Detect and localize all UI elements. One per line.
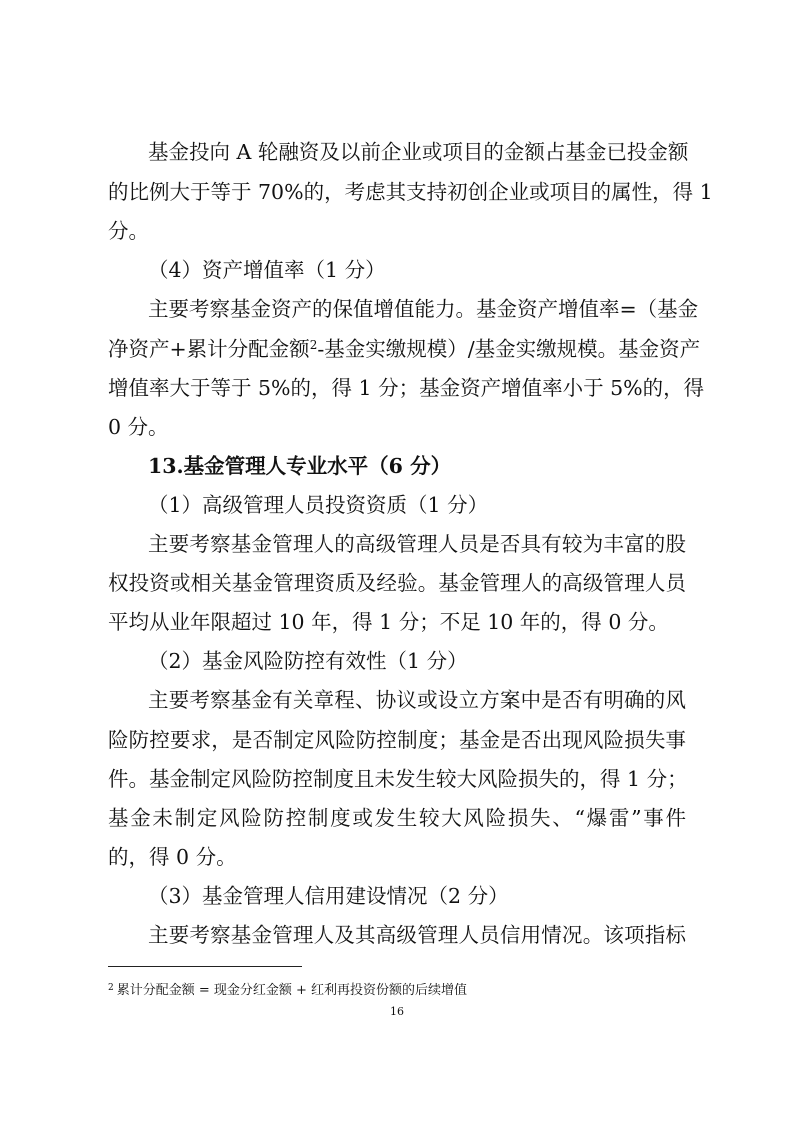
paragraph-line: 主要考察基金有关章程、协议或设立方案中是否有明确的风 <box>148 688 686 712</box>
text-segment: -基金实缴规模）/基金实缴规模。基金资产 <box>317 337 701 361</box>
paragraph-line: 增值率大于等于 5%的，得 1 分；基金资产增值率小于 5%的，得 <box>108 376 705 400</box>
paragraph-line: 件。基金制定风险防控制度且未发生较大风险损失的，得 1 分； <box>108 767 688 791</box>
footnote-text: 累计分配金额 = 现金分红金额 + 红利再投资份额的后续增值 <box>116 983 468 998</box>
subheading-qualification: （1）高级管理人员投资资质（1 分） <box>148 493 489 517</box>
subheading-asset-growth: （4）资产增值率（1 分） <box>148 258 386 282</box>
footnote <box>108 980 467 999</box>
paragraph-line: 主要考察基金资产的保值增值能力。基金资产增值率=（基金 <box>148 297 699 321</box>
paragraph-line: 主要考察基金管理人的高级管理人员是否具有较为丰富的股 <box>148 532 686 556</box>
paragraph-line: 的比例大于等于 70%的，考虑其支持初创企业或项目的属性，得 1 <box>108 180 713 204</box>
paragraph-line: 分。 <box>108 219 149 243</box>
text-segment: 净资产+累计分配金额 <box>108 337 310 361</box>
paragraph-line: 平均从业年限超过 10 年，得 1 分；不足 10 年的，得 0 分。 <box>108 610 669 634</box>
subheading-risk-control: （2）基金风险防控有效性（1 分） <box>148 649 468 673</box>
footnote-number: 2 <box>108 983 114 993</box>
footnote-reference: 2 <box>309 338 318 352</box>
paragraph-line: 的，得 0 分。 <box>108 845 237 869</box>
paragraph-line: 主要考察基金管理人及其高级管理人员信用情况。该项指标 <box>148 923 686 947</box>
paragraph-line: 0 分。 <box>108 415 169 439</box>
paragraph-line: 险防控要求，是否制定风险防控制度；基金是否出现风险损失事 <box>108 728 686 752</box>
page-number: 16 <box>390 1005 404 1018</box>
paragraph-line <box>108 336 701 362</box>
subheading-credit: （3）基金管理人信用建设情况（2 分） <box>148 884 509 908</box>
paragraph-line: 基金投向 A 轮融资及以前企业或项目的金额占基金已投金额 <box>148 140 689 164</box>
footnote-divider <box>108 966 302 967</box>
paragraph-line: 基金未制定风险防控制度或发生较大风险损失、“爆雷”事件 <box>108 806 686 830</box>
section-heading: 13.基金管理人专业水平（6 分） <box>148 454 452 478</box>
paragraph-line: 权投资或相关基金管理资质及经验。基金管理人的高级管理人员 <box>108 571 686 595</box>
